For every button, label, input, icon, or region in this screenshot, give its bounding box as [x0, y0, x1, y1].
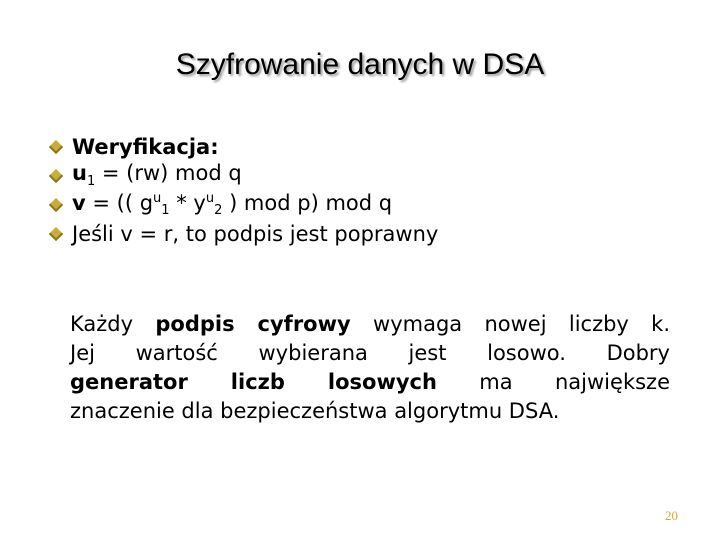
paragraph-line: [70, 310, 670, 339]
formula-text: ) mod p) mod q: [222, 191, 393, 215]
bullet-item: [48, 132, 438, 161]
emphasis-text: podpis cyfrowy: [155, 312, 351, 336]
formula-text: = (rw) mod q: [95, 161, 242, 186]
bullet-text: [72, 161, 242, 189]
bullet-item: [48, 190, 438, 219]
diamond-bullet-icon: [49, 197, 63, 211]
subscript-inline: 2: [214, 203, 223, 218]
slide-title: Szyfrowanie danych w DSA: [175, 48, 545, 81]
diamond-bullet-icon: [49, 168, 63, 182]
superscript: u: [205, 191, 215, 206]
page-number: 20: [665, 508, 678, 523]
paragraph-line: [70, 368, 670, 397]
bullet-text: [72, 191, 392, 218]
subscript-inline: 1: [161, 203, 170, 218]
variable-u: u: [72, 161, 87, 186]
diamond-bullet-icon: [49, 139, 63, 153]
paragraph-text: Każdy: [70, 312, 156, 336]
bullet-item: [48, 161, 438, 190]
bullet-text: Jeśli v = r, to podpis jest poprawny: [72, 221, 439, 246]
bullet-list: [48, 132, 438, 248]
superscript: u: [153, 191, 162, 206]
variable-v: v: [72, 191, 86, 215]
paragraph-text: ma największe: [436, 370, 670, 394]
diamond-bullet-icon: [49, 226, 63, 240]
bullet-text: Weryfikacja:: [72, 134, 219, 159]
bullet-item: [48, 219, 438, 248]
subscript: 1: [86, 174, 96, 190]
emphasis-text: generator liczb losowych: [70, 370, 437, 394]
formula-text: = (( g: [85, 191, 154, 215]
paragraph-line: znaczenie dla bezpieczeństwa algorytmu DSA.: [70, 399, 560, 423]
paragraph-line: Jej wartość wybierana jest losowo. Dobry: [70, 341, 670, 365]
body-paragraph: [70, 310, 670, 426]
paragraph-text: wymaga nowej liczby k.: [350, 312, 671, 336]
formula-text: * y: [169, 191, 206, 215]
